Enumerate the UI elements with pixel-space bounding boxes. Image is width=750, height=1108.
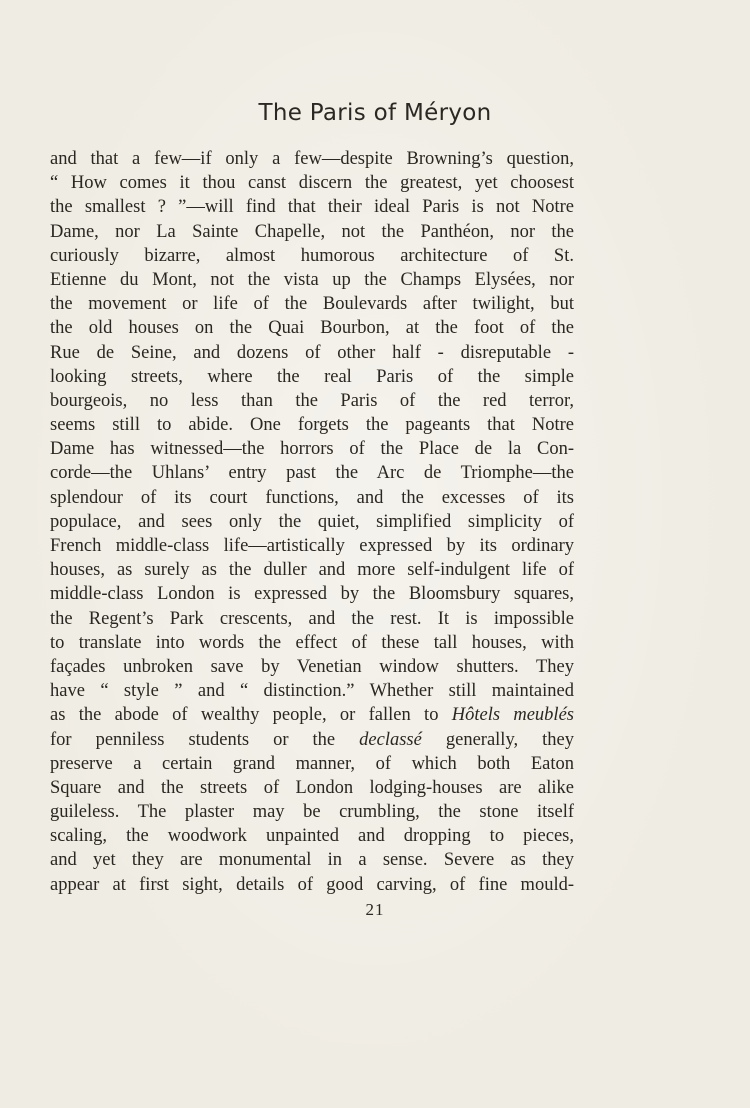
text-line: bourgeois, no less than the Paris of the red terror, bbox=[50, 390, 574, 411]
text-line: appear at first sight, details of good carving, of fine mould- bbox=[50, 874, 574, 895]
text-fragment: as the abode of wealthy people, or fallen to bbox=[50, 705, 452, 726]
text-line: curiously bizarre, almost humorous architecture of St. bbox=[50, 245, 574, 266]
text-line: Dame, nor La Sainte Chapelle, not the Panthéon, nor the bbox=[50, 221, 574, 242]
text-line: middle-class London is expressed by the Bloomsbury squares, bbox=[50, 584, 574, 605]
text-line: the old houses on the Quai Bourbon, at the foot of the bbox=[50, 318, 574, 339]
text-line: the Regent’s Park crescents, and the rest. It is impossible bbox=[50, 608, 574, 629]
text-line: looking streets, where the real Paris of the simple bbox=[50, 366, 574, 387]
text-line: preserve a certain grand manner, of which both Eaton bbox=[50, 753, 574, 774]
running-head: The Paris of Méryon bbox=[258, 100, 492, 126]
text-line: to translate into words the effect of these tall houses, with bbox=[50, 632, 574, 653]
text-line: splendour of its court functions, and the excesses of its bbox=[50, 487, 574, 508]
text-line: guileless. The plaster may be crumbling, the stone itself bbox=[50, 802, 574, 823]
italic-phrase-hotels-meubles: Hôtels meublés bbox=[451, 705, 574, 726]
text-line: have “ style ” and “ distinction.” Whether still maintained bbox=[50, 681, 574, 702]
text-line: Square and the streets of London lodging-houses are alike bbox=[50, 777, 574, 798]
text-line: Dame has witnessed—the horrors of the Place de la Con- bbox=[50, 439, 574, 460]
text-line: corde—the Uhlans’ entry past the Arc de Triomphe—the bbox=[50, 463, 574, 484]
page-number: 21 bbox=[365, 900, 385, 919]
text-line: populace, and sees only the quiet, simplified simplicity of bbox=[50, 511, 574, 532]
text-line: Etienne du Mont, not the vista up the Champs Elysées, nor bbox=[50, 269, 574, 290]
text-line: the movement or life of the Boulevards after twilight, but bbox=[50, 294, 574, 315]
text-line: and yet they are monumental in a sense. Severe as they bbox=[50, 850, 574, 871]
text-line: seems still to abide. One forgets the pageants that Notre bbox=[50, 415, 574, 436]
text-line: and that a few—if only a few—despite Browning’s question, bbox=[50, 149, 574, 169]
italic-word-declasse: declassé bbox=[359, 729, 422, 750]
body-text bbox=[50, 147, 574, 897]
text-fragment: for penniless students or the bbox=[50, 729, 360, 750]
text-line bbox=[50, 728, 574, 752]
text-line: façades unbroken save by Venetian window shutters. They bbox=[50, 656, 574, 677]
text-line: “ How comes it thou canst discern the greatest, yet choosest bbox=[50, 173, 574, 194]
text-line bbox=[50, 703, 574, 727]
text-line: the smallest ? ”—will find that their ideal Paris is not Notre bbox=[50, 197, 574, 218]
text-line: scaling, the woodwork unpainted and dropping to pieces, bbox=[50, 826, 574, 847]
text-line: French middle-class life—artistically expressed by its ordinary bbox=[50, 536, 574, 556]
text-fragment: generally, they bbox=[421, 729, 574, 750]
text-line: houses, as surely as the duller and more self-indulgent life of bbox=[50, 560, 574, 581]
text-line: Rue de Seine, and dozens of other half - disreputable - bbox=[50, 342, 574, 363]
